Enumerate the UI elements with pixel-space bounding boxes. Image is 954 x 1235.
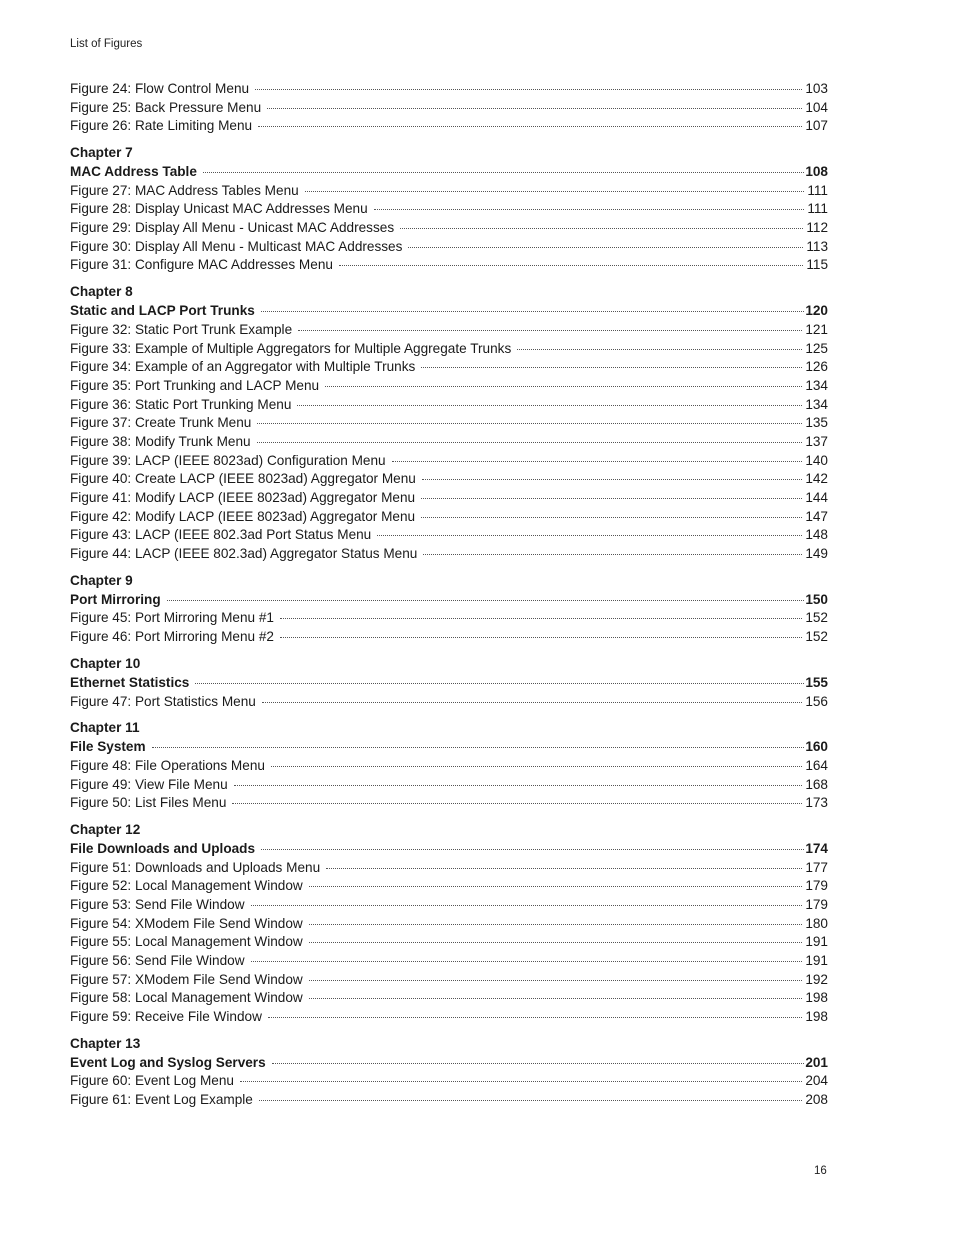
figure-entry-label: Figure 34: Example of an Aggregator with Multiple Trunks [70, 359, 416, 375]
dot-leader [421, 517, 802, 518]
chapter-title-label: Ethernet Statistics [70, 674, 190, 690]
figure-entry-page: 173 [805, 795, 828, 811]
list-of-figures [70, 80, 828, 1110]
figure-entry-label: Figure 46: Port Mirroring Menu #2 [70, 629, 274, 645]
figure-entry-page: 191 [805, 953, 828, 969]
dot-leader [203, 172, 804, 173]
chapter-title [70, 163, 828, 182]
figure-entry [70, 80, 828, 99]
figure-entry-page: 147 [805, 508, 828, 524]
figure-entry [70, 99, 828, 118]
dot-leader [400, 228, 803, 229]
chapter-title-page: 150 [805, 591, 828, 607]
figure-entry-page: 121 [805, 321, 828, 337]
figure-entry [70, 414, 828, 433]
figure-entry [70, 915, 828, 934]
figure-entry-label: Figure 55: Local Management Window [70, 934, 303, 950]
chapter-title-page: 120 [805, 303, 828, 319]
figure-entry [70, 757, 828, 776]
figure-entry-label: Figure 53: Send File Window [70, 896, 245, 912]
figure-entry-label: Figure 49: View File Menu [70, 776, 228, 792]
figure-entry [70, 219, 828, 238]
dot-leader [262, 702, 802, 703]
figure-entry-label: Figure 27: MAC Address Tables Menu [70, 182, 299, 198]
chapter-title-label: File System [70, 739, 146, 755]
figure-entry-page: 152 [805, 629, 828, 645]
figure-entry-page: 208 [805, 1092, 828, 1108]
chapter-title-page: 108 [805, 164, 828, 180]
dot-leader [195, 683, 804, 684]
dot-leader [267, 108, 802, 109]
dot-leader [421, 367, 802, 368]
figure-entry-page: 113 [806, 238, 828, 254]
figure-entry-label: Figure 35: Port Trunking and LACP Menu [70, 377, 320, 393]
figure-entry-page: 137 [805, 433, 828, 449]
dot-leader [257, 442, 803, 443]
figure-entry [70, 470, 828, 489]
figure-entry [70, 200, 828, 219]
figure-entry [70, 545, 828, 564]
figure-entry-page: 112 [806, 220, 828, 236]
chapter-title [70, 591, 828, 610]
dot-leader [268, 1017, 802, 1018]
figure-entry-label: Figure 42: Modify LACP (IEEE 8023ad) Aggregator Menu [70, 508, 416, 524]
dot-leader [423, 554, 802, 555]
chapter-title-page: 160 [805, 739, 828, 755]
chapter-title-label: File Downloads and Uploads [70, 840, 256, 856]
dot-leader [167, 600, 805, 601]
chapter-title-page: 174 [805, 840, 828, 856]
figure-entry-label: Figure 32: Static Port Trunk Example [70, 321, 293, 337]
figure-entry [70, 989, 828, 1008]
figure-entry-page: 135 [805, 415, 828, 431]
figure-entry [70, 952, 828, 971]
figure-entry-label: Figure 57: XModem File Send Window [70, 971, 303, 987]
dot-leader [309, 886, 803, 887]
dot-leader [234, 785, 803, 786]
figure-entry-page: 144 [805, 490, 828, 506]
figure-entry-label: Figure 29: Display All Menu - Unicast MAC Addresses [70, 220, 395, 236]
chapter-title-label: Static and LACP Port Trunks [70, 303, 255, 319]
figure-entry-page: 192 [805, 971, 828, 987]
figure-entry-label: Figure 52: Local Management Window [70, 878, 303, 894]
dot-leader [240, 1081, 802, 1082]
figure-entry-label: Figure 37: Create Trunk Menu [70, 415, 252, 431]
chapter-title [70, 840, 828, 859]
figure-entry-page: 198 [805, 1009, 828, 1025]
figure-entry [70, 609, 828, 628]
dot-leader [326, 868, 802, 869]
figure-entry-page: 115 [806, 257, 828, 273]
figure-entry-page: 149 [805, 546, 828, 562]
dot-leader [261, 849, 804, 850]
figure-entry [70, 340, 828, 359]
figure-entry-page: 107 [805, 118, 828, 134]
figure-entry [70, 489, 828, 508]
dot-leader [297, 405, 802, 406]
figure-entry-page: 148 [805, 527, 828, 543]
dot-leader [374, 209, 805, 210]
figure-entry-page: 204 [805, 1073, 828, 1089]
figure-entry [70, 971, 828, 990]
dot-leader [258, 126, 802, 127]
figure-entry [70, 377, 828, 396]
figure-entry-label: Figure 25: Back Pressure Menu [70, 99, 262, 115]
dot-leader [251, 961, 803, 962]
dot-leader [325, 386, 802, 387]
figure-entry-page: 156 [805, 693, 828, 709]
dot-leader [257, 423, 802, 424]
chapter-title-page: 201 [805, 1054, 828, 1070]
figure-entry [70, 877, 828, 896]
dot-leader [271, 766, 802, 767]
figure-entry-label: Figure 31: Configure MAC Addresses Menu [70, 257, 333, 273]
figure-entry [70, 452, 828, 471]
figure-entry-page: 152 [805, 610, 828, 626]
figure-entry-label: Figure 38: Modify Trunk Menu [70, 433, 251, 449]
dot-leader [422, 479, 802, 480]
figure-entry-label: Figure 40: Create LACP (IEEE 8023ad) Aggregator Menu [70, 471, 416, 487]
figure-entry-label: Figure 47: Port Statistics Menu [70, 693, 256, 709]
figure-entry-page: 111 [807, 201, 828, 217]
figure-entry [70, 794, 828, 813]
figure-entry-label: Figure 36: Static Port Trunking Menu [70, 396, 292, 412]
figure-entry-label: Figure 54: XModem File Send Window [70, 915, 303, 931]
chapter-label: Chapter 9 [70, 573, 133, 589]
figure-entry [70, 396, 828, 415]
figure-entry-label: Figure 24: Flow Control Menu [70, 81, 250, 96]
figure-entry [70, 859, 828, 878]
chapter-label: Chapter 7 [70, 145, 133, 161]
figure-entry-label: Figure 48: File Operations Menu [70, 757, 265, 773]
dot-leader [259, 1100, 802, 1101]
dot-leader [152, 747, 805, 748]
chapter-title [70, 738, 828, 757]
chapter-title-label: Event Log and Syslog Servers [70, 1054, 266, 1070]
page-number: 16 [814, 1165, 827, 1177]
dot-leader [251, 905, 803, 906]
figure-entry-label: Figure 30: Display All Menu - Multicast MAC Addresses [70, 238, 403, 254]
chapter-title [70, 674, 828, 693]
chapter-label: Chapter 12 [70, 822, 141, 838]
dot-leader [280, 618, 802, 619]
figure-entry-page: 111 [807, 182, 828, 198]
chapter-label: Chapter 13 [70, 1036, 141, 1052]
chapter-title [70, 1054, 828, 1073]
dot-leader [255, 89, 802, 90]
figure-entry [70, 628, 828, 647]
chapter-title-page: 155 [805, 674, 828, 690]
dot-leader [261, 311, 805, 312]
figure-entry-page: 191 [805, 934, 828, 950]
figure-entry-label: Figure 50: List Files Menu [70, 795, 227, 811]
dot-leader [408, 247, 803, 248]
figure-entry-page: 177 [805, 859, 828, 875]
chapter-title-label: Port Mirroring [70, 591, 161, 607]
figure-entry-label: Figure 26: Rate Limiting Menu [70, 118, 253, 134]
figure-entry [70, 1008, 828, 1027]
figure-entry-page: 164 [805, 757, 828, 773]
dot-leader [392, 461, 803, 462]
chapter-title [70, 302, 828, 321]
figure-entry [70, 433, 828, 452]
figure-entry-page: 134 [805, 396, 828, 412]
figure-entry-label: Figure 39: LACP (IEEE 8023ad) Configuration Menu [70, 452, 386, 468]
figure-entry [70, 896, 828, 915]
figure-entry-label: Figure 61: Event Log Example [70, 1092, 253, 1108]
figure-entry-label: Figure 41: Modify LACP (IEEE 8023ad) Aggregator Menu [70, 490, 416, 506]
figure-entry-label: Figure 43: LACP (IEEE 802.3ad Port Status Menu [70, 527, 372, 543]
figure-entry [70, 1072, 828, 1091]
dot-leader [298, 330, 802, 331]
chapter-label: Chapter 8 [70, 284, 133, 300]
running-head: List of Figures [70, 38, 143, 50]
chapter-label: Chapter 10 [70, 656, 141, 672]
figure-entry [70, 238, 828, 257]
figure-entry [70, 117, 828, 136]
dot-leader [309, 980, 803, 981]
figure-entry-page: 168 [805, 776, 828, 792]
figure-entry [70, 358, 828, 377]
dot-leader [421, 498, 802, 499]
dot-leader [272, 1063, 805, 1064]
figure-entry-page: 198 [805, 990, 828, 1006]
figure-entry-label: Figure 45: Port Mirroring Menu #1 [70, 610, 274, 626]
dot-leader [280, 637, 802, 638]
figure-entry-page: 142 [805, 471, 828, 487]
chapter-label: Chapter 11 [70, 720, 140, 736]
figure-entry-label: Figure 28: Display Unicast MAC Addresses Menu [70, 201, 368, 217]
figure-entry-page: 134 [805, 377, 828, 393]
figure-entry-label: Figure 51: Downloads and Uploads Menu [70, 859, 321, 875]
dot-leader [309, 942, 803, 943]
dot-leader [232, 803, 802, 804]
figure-entry [70, 182, 828, 201]
figure-entry [70, 508, 828, 527]
figure-entry [70, 776, 828, 795]
dot-leader [339, 265, 803, 266]
figure-entry-label: Figure 58: Local Management Window [70, 990, 303, 1006]
dot-leader [517, 349, 802, 350]
figure-entry-page: 103 [805, 81, 828, 96]
dot-leader [305, 191, 805, 192]
figure-entry [70, 526, 828, 545]
figure-entry [70, 321, 828, 340]
dot-leader [377, 535, 802, 536]
figure-entry [70, 933, 828, 952]
dot-leader [309, 998, 803, 999]
dot-leader [309, 924, 803, 925]
figure-entry-label: Figure 60: Event Log Menu [70, 1073, 234, 1089]
figure-entry-page: 125 [805, 340, 828, 356]
figure-entry-page: 180 [805, 915, 828, 931]
figure-entry-page: 179 [805, 878, 828, 894]
figure-entry-page: 126 [805, 359, 828, 375]
figure-entry [70, 693, 828, 712]
figure-entry [70, 1091, 828, 1110]
chapter-title-label: MAC Address Table [70, 164, 197, 180]
figure-entry-label: Figure 56: Send File Window [70, 953, 245, 969]
figure-entry-label: Figure 44: LACP (IEEE 802.3ad) Aggregator Status Menu [70, 546, 418, 562]
figure-entry-label: Figure 33: Example of Multiple Aggregators for Multiple Aggregate Trunks [70, 340, 512, 356]
figure-entry [70, 256, 828, 275]
figure-entry-page: 179 [805, 896, 828, 912]
figure-entry-page: 140 [805, 452, 828, 468]
figure-entry-label: Figure 59: Receive File Window [70, 1009, 262, 1025]
figure-entry-page: 104 [805, 99, 828, 115]
